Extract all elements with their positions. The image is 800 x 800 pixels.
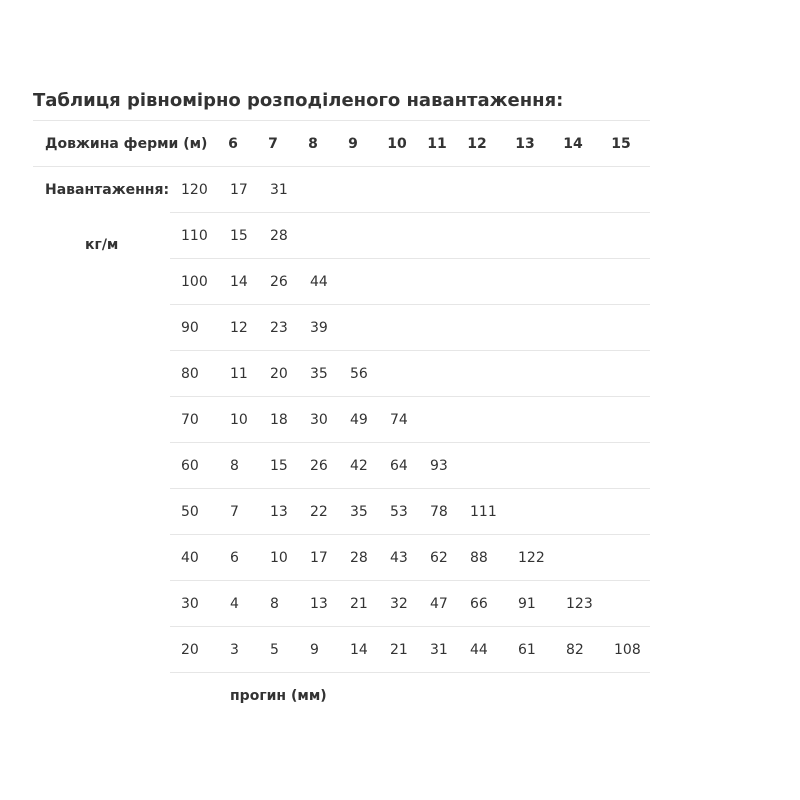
deflection-value: 39 — [310, 320, 328, 336]
deflection-value: 21 — [350, 596, 368, 612]
deflection-value: 74 — [390, 412, 408, 428]
deflection-value: 26 — [310, 458, 328, 474]
row-divider — [170, 304, 650, 305]
deflection-value: 9 — [310, 642, 319, 658]
length-header-9: 9 — [348, 136, 358, 152]
deflection-value: 82 — [566, 642, 584, 658]
deflection-value: 43 — [390, 550, 408, 566]
load-value: 20 — [181, 642, 199, 658]
load-unit-label: кг/м — [85, 237, 119, 253]
deflection-value: 20 — [270, 366, 288, 382]
deflection-value: 22 — [310, 504, 328, 520]
deflection-value: 5 — [270, 642, 279, 658]
load-value: 30 — [181, 596, 199, 612]
deflection-value: 49 — [350, 412, 368, 428]
deflection-value: 8 — [270, 596, 279, 612]
deflection-value: 21 — [390, 642, 408, 658]
row-divider — [170, 672, 650, 673]
row-divider — [170, 212, 650, 213]
deflection-value: 32 — [390, 596, 408, 612]
deflection-value: 3 — [230, 642, 239, 658]
deflection-value: 44 — [310, 274, 328, 290]
row-divider — [170, 534, 650, 535]
length-header-11: 11 — [427, 136, 447, 152]
deflection-value: 61 — [518, 642, 536, 658]
load-value: 70 — [181, 412, 199, 428]
length-header-13: 13 — [515, 136, 535, 152]
deflection-value: 26 — [270, 274, 288, 290]
row-divider — [170, 396, 650, 397]
deflection-value: 10 — [230, 412, 248, 428]
length-header-14: 14 — [563, 136, 583, 152]
deflection-value: 17 — [230, 182, 248, 198]
length-header-label: Довжина ферми (м) — [45, 136, 208, 152]
load-value: 60 — [181, 458, 199, 474]
deflection-value: 47 — [430, 596, 448, 612]
row-divider — [170, 580, 650, 581]
deflection-value: 15 — [270, 458, 288, 474]
deflection-value: 8 — [230, 458, 239, 474]
length-header-10: 10 — [387, 136, 407, 152]
row-divider — [170, 488, 650, 489]
deflection-value: 88 — [470, 550, 488, 566]
row-divider — [170, 350, 650, 351]
deflection-value: 12 — [230, 320, 248, 336]
deflection-value: 122 — [518, 550, 545, 566]
deflection-value: 31 — [430, 642, 448, 658]
deflection-value: 91 — [518, 596, 536, 612]
deflection-value: 31 — [270, 182, 288, 198]
load-value: 90 — [181, 320, 199, 336]
deflection-value: 10 — [270, 550, 288, 566]
deflection-value: 62 — [430, 550, 448, 566]
load-value: 50 — [181, 504, 199, 520]
load-label: Навантаження: — [45, 182, 170, 198]
deflection-value: 23 — [270, 320, 288, 336]
length-header-7: 7 — [268, 136, 278, 152]
deflection-value: 66 — [470, 596, 488, 612]
deflection-value: 13 — [310, 596, 328, 612]
deflection-value: 44 — [470, 642, 488, 658]
deflection-value: 11 — [230, 366, 248, 382]
deflection-value: 28 — [270, 228, 288, 244]
page-title: Таблиця рівномірно розподіленого навантаження: — [33, 90, 564, 111]
deflection-value: 28 — [350, 550, 368, 566]
load-value: 120 — [181, 182, 208, 198]
length-header-12: 12 — [467, 136, 487, 152]
deflection-value: 18 — [270, 412, 288, 428]
deflection-value: 13 — [270, 504, 288, 520]
length-header-6: 6 — [228, 136, 238, 152]
deflection-value: 56 — [350, 366, 368, 382]
deflection-value: 14 — [350, 642, 368, 658]
load-value: 80 — [181, 366, 199, 382]
load-value: 110 — [181, 228, 208, 244]
deflection-value: 14 — [230, 274, 248, 290]
header-divider — [33, 166, 650, 167]
deflection-value: 17 — [310, 550, 328, 566]
load-value: 100 — [181, 274, 208, 290]
deflection-value: 64 — [390, 458, 408, 474]
deflection-value: 6 — [230, 550, 239, 566]
deflection-value: 35 — [310, 366, 328, 382]
row-divider — [170, 442, 650, 443]
deflection-unit-label: прогин (мм) — [230, 688, 327, 704]
deflection-value: 123 — [566, 596, 593, 612]
deflection-value: 30 — [310, 412, 328, 428]
deflection-value: 111 — [470, 504, 497, 520]
length-header-8: 8 — [308, 136, 318, 152]
deflection-value: 4 — [230, 596, 239, 612]
deflection-value: 108 — [614, 642, 641, 658]
deflection-value: 53 — [390, 504, 408, 520]
deflection-value: 35 — [350, 504, 368, 520]
deflection-value: 7 — [230, 504, 239, 520]
deflection-value: 78 — [430, 504, 448, 520]
length-header-15: 15 — [611, 136, 631, 152]
table-top-border — [33, 120, 650, 121]
row-divider — [170, 626, 650, 627]
deflection-value: 42 — [350, 458, 368, 474]
row-divider — [170, 258, 650, 259]
deflection-value: 15 — [230, 228, 248, 244]
deflection-value: 93 — [430, 458, 448, 474]
load-value: 40 — [181, 550, 199, 566]
